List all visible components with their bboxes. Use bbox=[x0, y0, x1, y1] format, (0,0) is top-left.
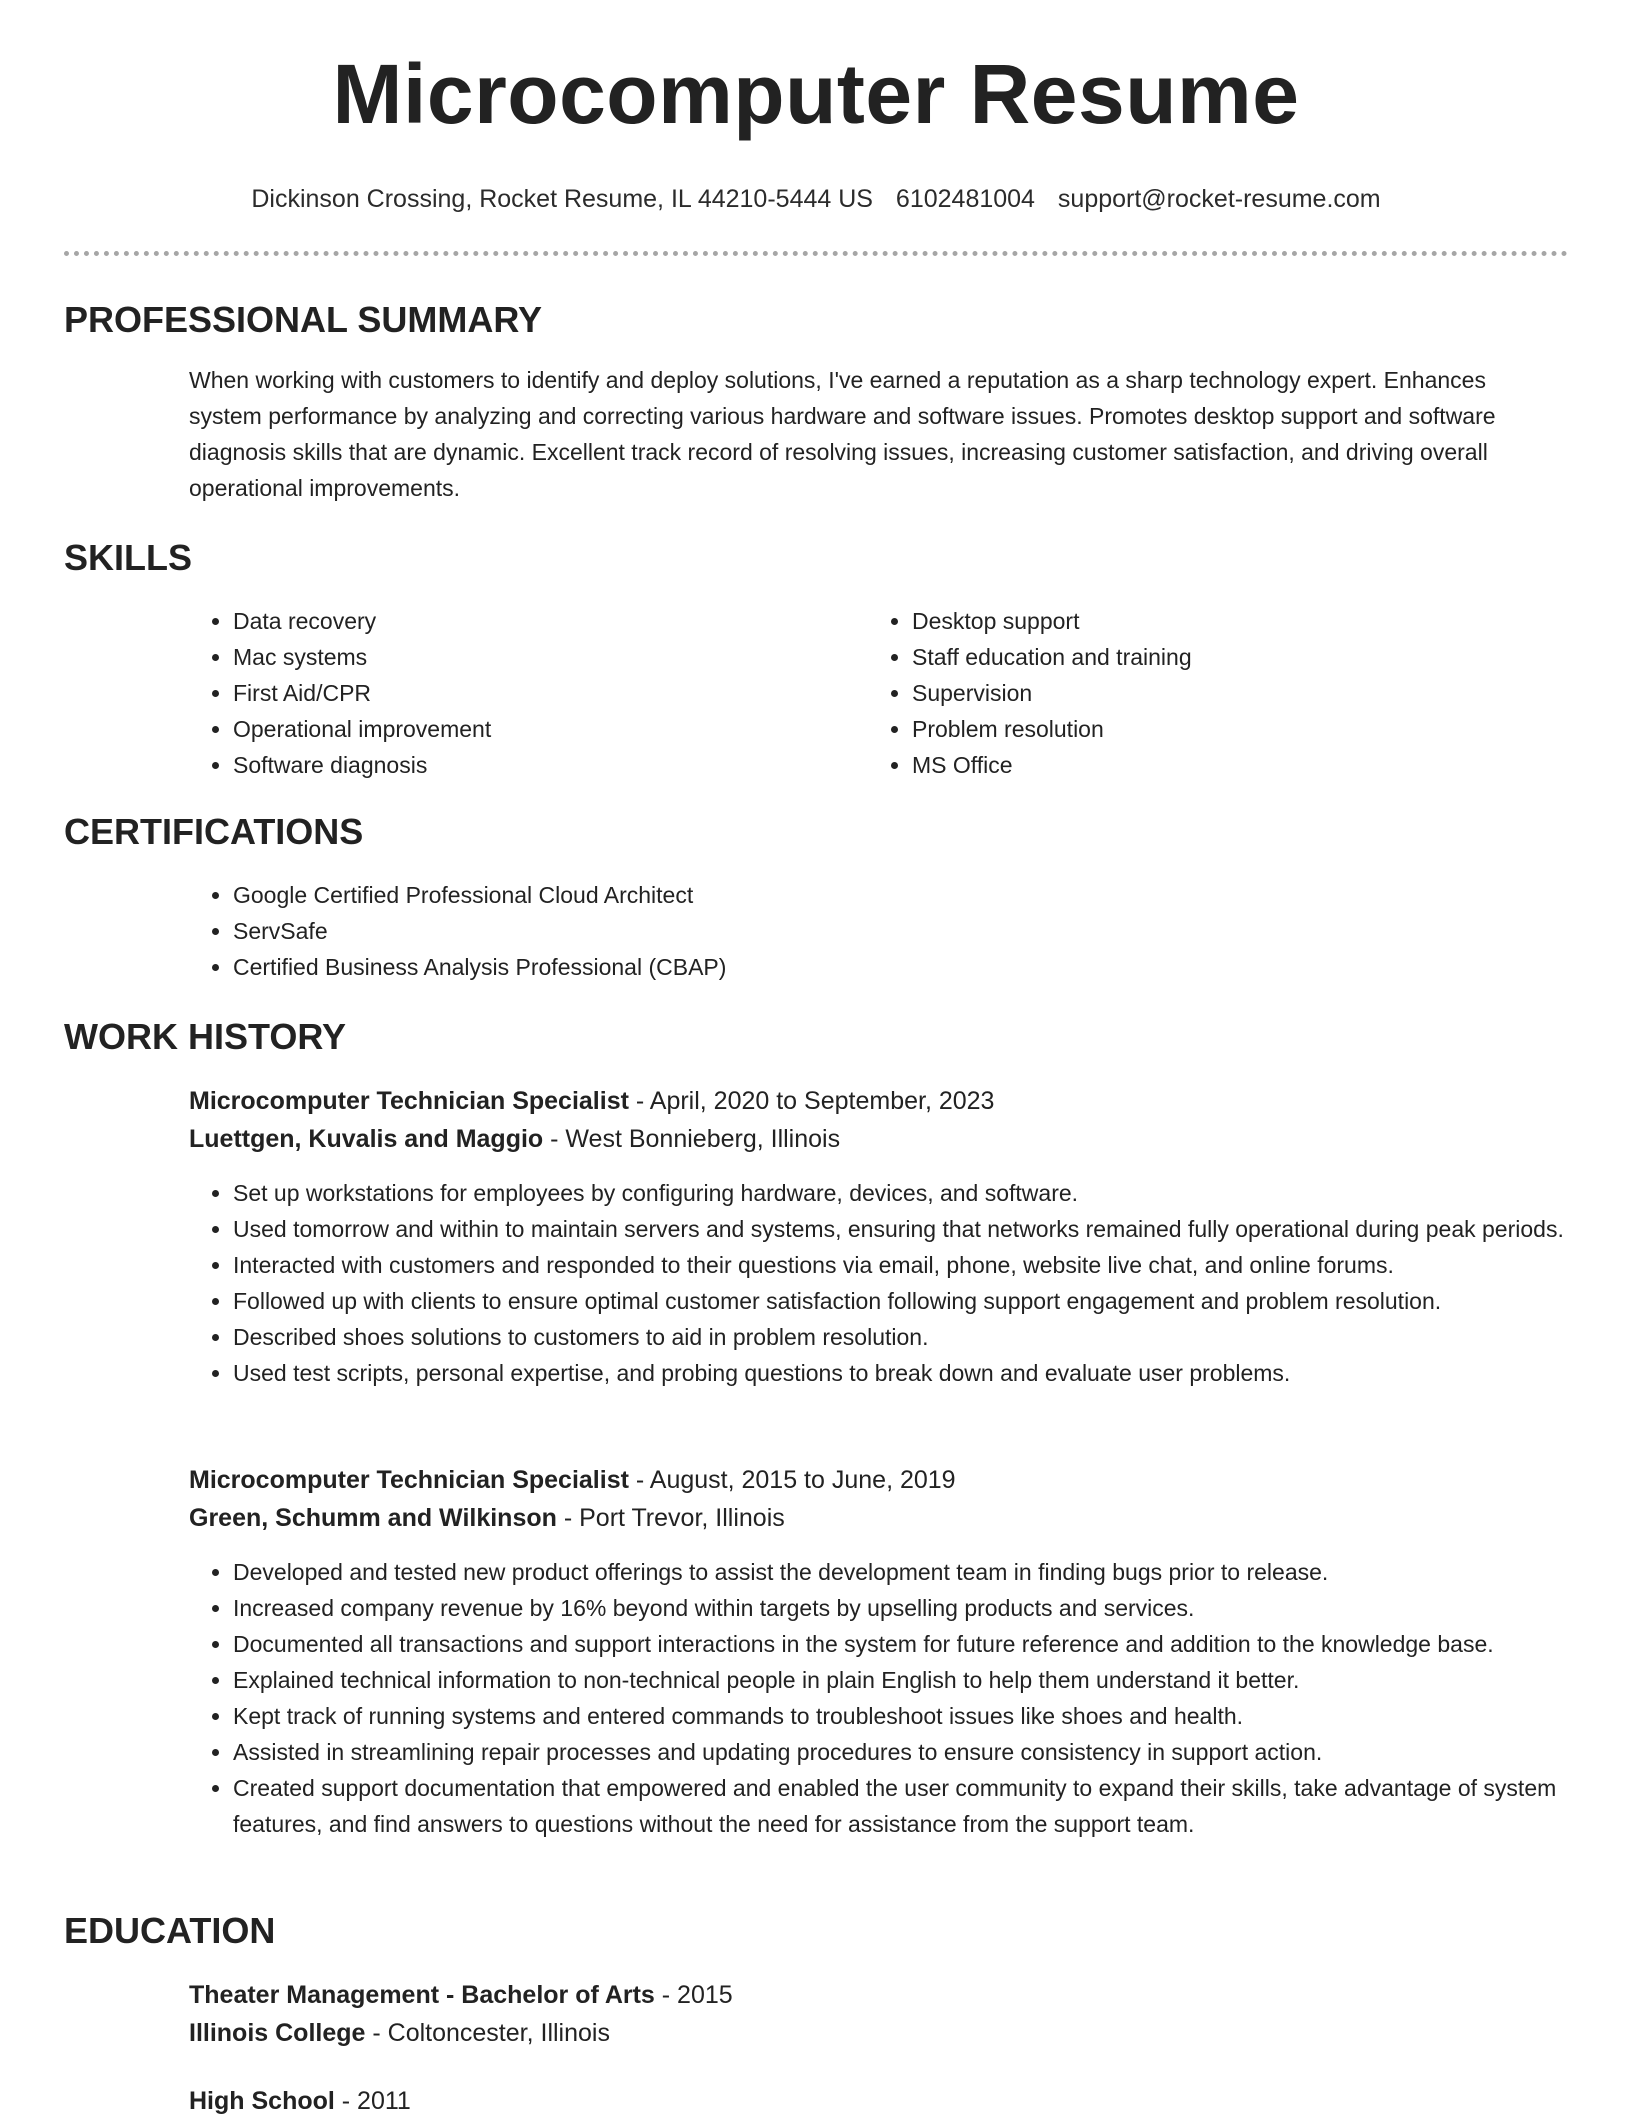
resume-name: Microcomputer Resume bbox=[332, 47, 1300, 141]
list-item: • Software diagnosis bbox=[233, 747, 833, 783]
list-item: • Used tomorrow and within to maintain servers and systems, ensuring that networks remained fully operational during peak periods. bbox=[233, 1211, 1613, 1247]
list-item: • Documented all transactions and support interactions in the system for future reference and addition to the knowledge base. bbox=[233, 1626, 1613, 1662]
list-item: • MS Office bbox=[912, 747, 1552, 783]
header-divider bbox=[64, 251, 1568, 256]
list-item: • Operational improvement bbox=[233, 711, 833, 747]
contact-address: Dickinson Crossing, Rocket Resume, IL 44210-5444 US bbox=[251, 185, 873, 213]
skills-list-left bbox=[189, 603, 833, 783]
list-item: • Google Certified Professional Cloud Architect bbox=[233, 877, 1533, 913]
list-item: • ServSafe bbox=[233, 913, 1533, 949]
skills-heading: SKILLS bbox=[64, 537, 193, 578]
job-company-line bbox=[189, 1499, 785, 1537]
skills-list-right bbox=[868, 603, 1552, 783]
list-item: • Developed and tested new product offerings to assist the development team in finding bugs prior to release. bbox=[233, 1554, 1613, 1590]
list-item: • Problem resolution bbox=[912, 711, 1552, 747]
education-school-line bbox=[189, 2014, 610, 2052]
list-item: • Staff education and training bbox=[912, 639, 1552, 675]
list-item: • Used test scripts, personal expertise, and probing questions to break down and evaluate user problems. bbox=[233, 1355, 1613, 1391]
summary-heading: PROFESSIONAL SUMMARY bbox=[64, 299, 543, 340]
list-item: • Created support documentation that empowered and enabled the user community to expand their skills, take advantage of system features, and find answers to questions without the need for assistance from the support team. bbox=[233, 1770, 1613, 1842]
list-item: • Supervision bbox=[912, 675, 1552, 711]
job-role: Microcomputer Technician Specialist bbox=[189, 1466, 629, 1494]
list-item: • Followed up with clients to ensure optimal customer satisfaction following support engagement and problem resolution. bbox=[233, 1283, 1613, 1319]
job-bullets bbox=[189, 1554, 1613, 1842]
job-location: - Port Trevor, Illinois bbox=[556, 1504, 785, 1532]
education-location: - Coltoncester, Illinois bbox=[365, 2019, 610, 2047]
education-year: - 2015 bbox=[654, 1981, 733, 2009]
list-item: • Kept track of running systems and entered commands to troubleshoot issues like shoes and health. bbox=[233, 1698, 1613, 1734]
list-item: • Set up workstations for employees by configuring hardware, devices, and software. bbox=[233, 1175, 1613, 1211]
contact-email: support@rocket-resume.com bbox=[1057, 185, 1381, 213]
job-title-line bbox=[189, 1082, 994, 1120]
job-bullets bbox=[189, 1175, 1613, 1391]
list-item: • Mac systems bbox=[233, 639, 833, 675]
job-role: Microcomputer Technician Specialist bbox=[189, 1087, 629, 1115]
education-heading: EDUCATION bbox=[64, 1910, 276, 1951]
list-item: • Desktop support bbox=[912, 603, 1552, 639]
list-item: • Certified Business Analysis Professional (CBAP) bbox=[233, 949, 1533, 985]
certifications-list bbox=[189, 877, 1533, 985]
list-item: • Assisted in streamlining repair processes and updating procedures to ensure consistency in support action. bbox=[233, 1734, 1613, 1770]
list-item: • Increased company revenue by 16% beyond within targets by upselling products and services. bbox=[233, 1590, 1613, 1626]
education-degree: High School bbox=[189, 2087, 335, 2115]
job-dates: - April, 2020 to September, 2023 bbox=[628, 1087, 995, 1115]
education-year: - 2011 bbox=[334, 2087, 411, 2115]
list-item: • Data recovery bbox=[233, 603, 833, 639]
contact-phone: 6102481004 bbox=[895, 185, 1035, 213]
list-item: • Described shoes solutions to customers to aid in problem resolution. bbox=[233, 1319, 1613, 1355]
job-company: Green, Schumm and Wilkinson bbox=[189, 1504, 557, 1532]
list-item: • Explained technical information to non-technical people in plain English to help them understand it better. bbox=[233, 1662, 1613, 1698]
job-title-line bbox=[189, 1461, 956, 1499]
job-company-line bbox=[189, 1120, 840, 1158]
education-degree-line bbox=[189, 1976, 733, 2014]
list-item: • Interacted with customers and responded to their questions via email, phone, website live chat, and online forums. bbox=[233, 1247, 1613, 1283]
job-company: Luettgen, Kuvalis and Maggio bbox=[189, 1125, 544, 1153]
work-history-heading: WORK HISTORY bbox=[64, 1016, 347, 1057]
job-dates: - August, 2015 to June, 2019 bbox=[628, 1466, 956, 1494]
list-item: • First Aid/CPR bbox=[233, 675, 833, 711]
contact-line bbox=[0, 184, 1632, 214]
job-location: - West Bonnieberg, Illinois bbox=[543, 1125, 841, 1153]
education-degree: Theater Management - Bachelor of Arts bbox=[189, 1981, 655, 2009]
education-school: Illinois College bbox=[189, 2019, 366, 2047]
summary-text: When working with customers to identify and deploy solutions, I've earned a reputation as a sharp technology expert. Enhances system performance by analyzing and correcting various hardware and software issues. Promotes desktop support and software diagnosis skills that are dynamic. Excellent track record of resolving issues, increasing customer satisfaction, and driving overall operational improvements. bbox=[189, 367, 1496, 501]
certifications-heading: CERTIFICATIONS bbox=[64, 811, 364, 852]
education-degree-line bbox=[189, 2082, 411, 2120]
